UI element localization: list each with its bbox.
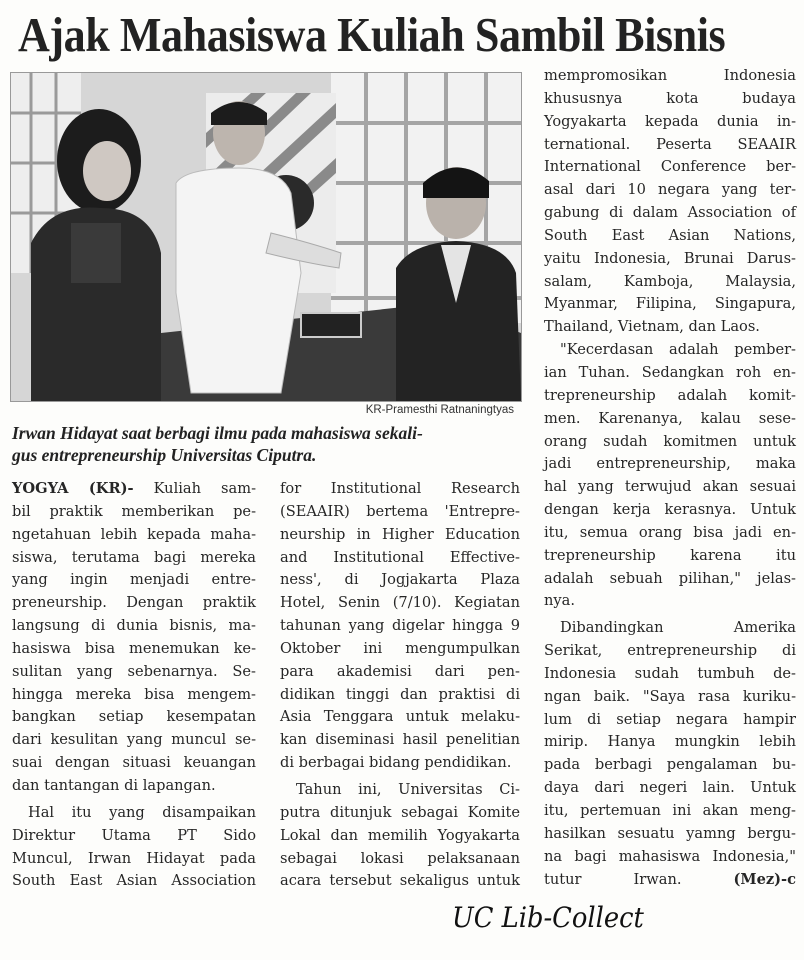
text-line: dan tantangan di lapangan. xyxy=(12,776,216,794)
text-line: for Institutional Research xyxy=(280,480,520,497)
text-line: ternational. Peserta SEAAIR xyxy=(544,135,796,153)
text-line: hasilkan sesuatu yamng bergu- xyxy=(544,824,796,842)
photo-tablet xyxy=(301,313,361,337)
article-column-2 xyxy=(280,478,520,893)
text-line: Asia Tenggara untuk melaku- xyxy=(280,708,520,726)
text-line: Muncul, Irwan Hidayat pada xyxy=(12,849,256,867)
text-line: mempromosikan Indonesia xyxy=(544,67,796,84)
text-line: pada berbagi pengalaman bu- xyxy=(544,756,796,774)
text-line: Lokal dan memilih Yogyakarta xyxy=(280,826,520,844)
text-line: itu, semua orang bisa jadi en- xyxy=(544,523,796,541)
text-line: Dibandingkan Amerika xyxy=(560,619,796,637)
text-line xyxy=(544,869,796,892)
text-line: adalah sebuah pilihan," jelas- xyxy=(544,569,796,587)
text-line: khususnya kota budaya xyxy=(544,89,796,107)
text-line: International Conference ber- xyxy=(544,158,796,176)
text-line: Thailand, Vietnam, dan Laos. xyxy=(544,318,760,336)
photo-caption xyxy=(12,423,530,466)
text-fragment: tutur Irwan. xyxy=(544,870,682,888)
text-line: para akademisi dari pen- xyxy=(280,662,520,680)
news-photo xyxy=(10,72,522,402)
text-line: Yogyakarta kepada dunia in- xyxy=(544,112,796,130)
text-line: sebagai lokasi pelaksanaan xyxy=(280,849,520,867)
text-line: Hotel, Senin (7/10). Kegiatan xyxy=(280,594,520,612)
text-line: South East Asian Nations, xyxy=(544,226,796,244)
text-line: Hal itu yang disampaikan xyxy=(28,803,256,821)
text-line: trepreneurship adalah komit- xyxy=(544,386,796,404)
text-line: putra ditunjuk sebagai Komite xyxy=(280,803,520,821)
text-line: Tahun ini, Universitas Ci- xyxy=(296,780,520,798)
text-line: ngan baik. "Saya rasa kuriku- xyxy=(544,687,796,705)
text-line: daya dari negeri lain. Untuk xyxy=(544,779,796,797)
text-line: Direktur Utama PT Sido xyxy=(12,826,256,844)
text-line: tahunan yang digelar hingga 9 xyxy=(280,617,520,635)
text-line: asal dari 10 negara yang ter- xyxy=(544,181,796,199)
text-line: men. Karenanya, kalau sese- xyxy=(544,409,796,427)
headline-text: Ajak Mahasiswa Kuliah Sambil Bisnis xyxy=(18,7,726,62)
dateline: YOGYA (KR)- xyxy=(12,480,134,497)
text-line: di berbagai bidang pendidikan. xyxy=(280,754,512,772)
text-line: ness', di Jogjakarta Plaza xyxy=(280,571,520,589)
text-fragment: Kuliah sam- xyxy=(153,480,256,497)
text-line: hasiswa bisa menemukan ke- xyxy=(12,639,256,657)
collection-stamp: UC Lib-Collect xyxy=(452,901,644,934)
text-line: langsung di dunia bisnis, ma- xyxy=(12,617,256,635)
text-line: South East Asian Association xyxy=(12,872,256,890)
text-line: Indonesia sudah tumbuh de- xyxy=(544,664,796,682)
text-line: hingga mereka bisa mengem- xyxy=(12,685,256,703)
text-line: bil praktik memberikan pe- xyxy=(12,502,256,520)
text-line: yaitu Indonesia, Brunai Darus- xyxy=(544,249,796,267)
caption-line: gus entrepreneurship Universitas Ciputra. xyxy=(12,444,317,465)
text-line: gabung di dalam Association of xyxy=(544,204,796,222)
text-line: Serikat, entrepreneurship di xyxy=(544,642,796,660)
article-column-3 xyxy=(544,65,796,891)
text-line: mirip. Hanya mungkin lebih xyxy=(544,733,796,751)
text-line: salam, Kamboja, Malaysia, xyxy=(544,272,796,290)
caption-line: Irwan Hidayat saat berbagi ilmu pada mahasiswa sekali- xyxy=(12,423,423,443)
text-line: na bagi mahasiswa Indonesia," xyxy=(544,847,796,865)
text-line: ian Tuhan. Sedangkan roh en- xyxy=(544,363,796,381)
author-signature: (Mez)-c xyxy=(733,870,796,888)
text-line: Oktober ini mengumpulkan xyxy=(280,639,520,657)
text-line: didikan tinggi dan praktisi di xyxy=(280,685,520,703)
text-line: sulitan yang sebenarnya. Se- xyxy=(12,662,256,680)
text-line: "Kecerdasan adalah pember- xyxy=(560,341,796,359)
text-line: kan diseminasi hasil penelitian xyxy=(280,731,520,749)
text-line: itu, pertemuan ini akan meng- xyxy=(544,802,796,819)
text-line: hal yang terwujud akan sesuai xyxy=(544,478,796,496)
text-line: yang ingin menjadi entre- xyxy=(12,571,256,589)
text-line: dari kesulitan yang muncul se- xyxy=(12,731,256,749)
text-line: lum di setiap negara hampir xyxy=(544,710,796,728)
text-line: preneurship. Dengan praktik xyxy=(12,594,256,612)
text-line: (SEAAIR) bertema 'Entrepre- xyxy=(280,502,520,520)
article-column-1 xyxy=(12,478,256,893)
text-line: dengan kerja kerasnya. Untuk xyxy=(544,501,796,519)
text-line: nya. xyxy=(544,592,575,610)
text-line: orang sudah komitmen untuk xyxy=(544,432,796,450)
text-line: Myanmar, Filipina, Singapura, xyxy=(544,295,796,313)
text-line: jadi entrepreneurship, maka xyxy=(544,455,796,473)
text-line: acara tersebut sekaligus untuk xyxy=(280,872,520,890)
text-line xyxy=(12,478,256,501)
text-line: suai dengan situasi keuangan xyxy=(12,754,256,772)
text-line: and Institutional Effective- xyxy=(280,548,520,566)
text-line: neurship in Higher Education xyxy=(280,525,520,543)
headline xyxy=(18,4,778,66)
photo-credit: KR-Pramesthi Ratnaningtyas xyxy=(365,404,514,416)
text-line: ngetahuan lebih kepada maha- xyxy=(12,525,256,543)
text-line: siswa, terutama bagi mereka xyxy=(12,548,256,566)
text-line: trepreneurship karena itu xyxy=(544,546,796,564)
text-line: bangkan setiap kesempatan xyxy=(12,708,256,726)
